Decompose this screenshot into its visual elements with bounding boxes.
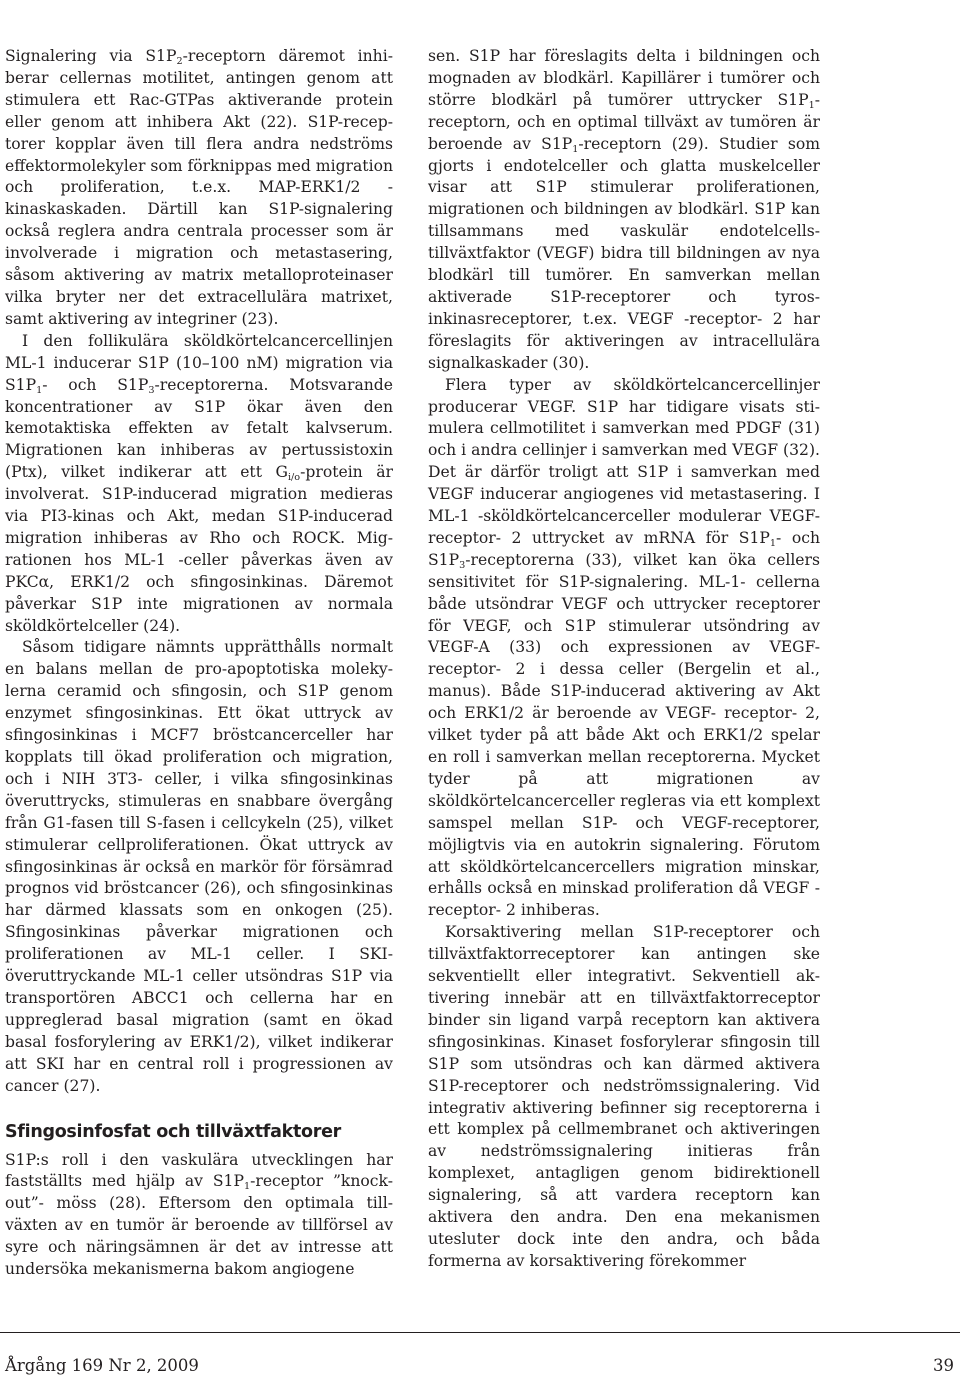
text-run: -receptorn däremot inhiberar cellernas motilitet, antingen genom att stimulera ett Rac-GTPas aktiverande protein eller genom att inhibera Akt (22). S1P-receptorer kopplar även till flera andra nedströms effektormolekyler som förknippas med migration och proliferation, t.e.x. MAP-ERK1/2 -kinaskaskaden. Därtill kan S1P-signalering också reglera andra centrala processer som är involverade i migration och metastasering, såsom aktivering av matrix metalloproteinaser vilka bryter ner det extracellulära matrixet, samt aktivering av integriner (23). <box>5 47 393 328</box>
text-run: - och S1P <box>428 528 821 569</box>
paragraph <box>428 922 820 1273</box>
text-run: -receptorerna. Motsvarande koncentrationer av S1P ökar även den kemotaktiska effekten av fetalt kalvserum. Migrationen kan inhiberas av pertussistoxin (Ptx), vilket indikerar att ett G <box>5 375 393 482</box>
text-run: -protein är involverat. S1P-inducerad migration medieras via PI3-kinas och Akt, medan S1P-inducerad migration inhiberas av Rho och ROCK. Migrationen hos ML-1 -celler påverkas även av PKCα, ERK1/2 och sfingosinkinas. Däremot påverkar S1P inte migrationen av normala sköldkörtelceller (24). <box>5 463 394 635</box>
right-paragraphs <box>428 46 820 1273</box>
subscript: 1 <box>572 143 579 155</box>
text-run: Korsaktivering mellan S1P-receptorer och tillväxtfaktorreceptorer kan antingen ske sekventiellt eller integrativt. Sekventiell aktivering innebär att en tillväxtfaktorreceptor binder sin ligand varpå receptorn kan aktivera sfingosinkinas. Kinaset fosforylerar sfingosin till S1P som utsöndras och kan därmed aktivera S1P-receptorer och nedströmssignalering. Vid integrativ aktivering befinner sig receptorerna i ett komplex på cellmembranet och aktiveringen av nedströmssignalering initieras från komplexet, antagligen genom bidirektionell signalering, så att vardera receptorn kan aktivera den andra. Den ena mekanismen utesluter dock inte den andra, och båda formerna av korsaktivering förekommer <box>428 923 820 1270</box>
subscript: 1 <box>243 1181 251 1193</box>
text-run: sen. S1P har föreslagits delta i bildningen och mognaden av blodkärl. Kapillärer i tumörer och större blodkärl på tumörer uttrycker S1P <box>428 47 820 109</box>
text-run: S1P:s roll i den vaskulära utvecklingen har fastställts med hjälp av S1P <box>5 1150 393 1191</box>
after-heading-paragraph <box>5 1150 393 1281</box>
text-run: -receptorn, och en optimal tillväxt av tumören är beroende av S1P <box>428 90 820 153</box>
paragraph <box>5 46 393 331</box>
subscript: i/o <box>287 472 301 484</box>
right-column <box>428 46 820 1273</box>
text-run: - och S1P <box>42 375 149 394</box>
footer-rule <box>0 1332 960 1333</box>
subscript: 1 <box>769 537 777 549</box>
left-column <box>5 46 393 1281</box>
subscript: 1 <box>36 384 43 396</box>
paragraph <box>428 375 820 923</box>
page-number: 39 <box>933 1356 954 1375</box>
text-run: Såsom tidigare nämnts upprätthålls normalt en balans mellan de pro-apoptotiska molekylerna ceramid och sfingosin, och S1P genom enzymet sfingosinkinas. Ett ökat uttryck av sfingosinkinas i MCF7 bröstcancerceller har kopplats till ökad proliferation och migration, och i NIH 3T3- celler, i vilka sfingosinkinas överuttrycks, stimuleras en snabbare övergång från G1-fasen till S-fasen i cellcykeln (25), vilket stimulerar cellproliferationen. Ökat uttryck av sfingosinkinas är också en markör för försämrad prognos vid bröstcancer (26), och sfingosinkinas har därmed klassats som en onkogen (25). Sfingosinkinas påverkar migrationen och proliferationen av ML-1 celler. I SKI-överuttryckande ML-1 celler utsöndras S1P via transportören ABCC1 och cellerna har en uppreglerad basal migration (samt en ökad basal fosforylering av ERK1/2), vilket indikerar att SKI har en central roll i progressionen av cancer (27). <box>5 638 393 1095</box>
text-run: -receptorerna (33), vilket kan öka cellers sensitivitet för S1P-signalering. ML-1- cellerna både utsöndrar VEGF och uttrycker receptorer för VEGF, och S1P stimulerar utsöndring av VEGF-A (33) och expressionen av VEGF- receptor- 2 i dessa celler (Bergelin et al., manus). Både S1P-inducerad aktivering av Akt och ERK1/2 är beroende av VEGF- receptor- 2, vilket tyder på att både Akt och ERK1/2 spelar en roll i samverkan mellan receptorerna. Mycket tyder på att migrationen av sköldkörtelcancerceller regleras via ett komplext samspel mellan S1P- och VEGF-receptorer, möjligtvis via en autokrin signalering. Förutom att sköldkörtelcancercellers migration minskar, erhålls också en minskad proliferation då VEGF -receptor- 2 inhiberas. <box>428 550 820 920</box>
paragraph <box>5 331 393 638</box>
paragraph <box>5 637 393 1097</box>
subscript: 3 <box>148 384 155 396</box>
text-run: -receptorn (29). Studier som gjorts i endotelceller och glatta muskelceller visar att S1P stimulerar proliferationen, migrationen och bildningen av blodkärl. S1P kan tillsammans med vaskulär endotelcellstillväxtfaktor (VEGF) bidra till bildningen av nya blodkärl till tumörer. En samverkan mellan aktiverade S1P-receptorer och tyrosinkinasreceptorer, t.ex. VEGF -receptor- 2 har föreslagits för aktiveringen av intracellulära signalkaskader (30). <box>428 134 820 372</box>
subscript: 3 <box>459 559 466 571</box>
left-paragraphs <box>5 46 393 1098</box>
subscript: 1 <box>808 99 815 111</box>
text-run: Signalering via S1P <box>5 47 177 65</box>
paragraph <box>5 1150 393 1281</box>
subscript: 2 <box>176 55 183 67</box>
text-run: I den follikulära sköldkörtelcancercellinjen ML-1 inducerar S1P (10–100 nM) migration via S1P <box>5 331 393 394</box>
journal-issue: Årgång 169 Nr 2, 2009 <box>5 1356 199 1375</box>
section-heading: Sfingosinfosfat och tillväxtfaktorer <box>5 1121 341 1142</box>
text-run: Flera typer av sköldkörtelcancercellinjer producerar VEGF. S1P har tidigare visats stimulera cellmotilitet i samverkan med PDGF (31) och i andra cellinjer i samverkan med VEGF (32). Det är därför troligt att S1P i samverkan med VEGF inducerar angiogenes vid metastasering. I ML-1 -sköldkörtelcancerceller modulerar VEGF- receptor- 2 uttrycket av mRNA för S1P <box>428 375 820 547</box>
text-run: -receptor ”knock-out”- möss (28). Eftersom den optimala tillväxten av en tumör är beroende av tillförsel av syre och näringsämnen är det av intresse att undersöka mekanismerna bakom angiogene <box>5 1172 393 1279</box>
paragraph <box>428 46 820 375</box>
